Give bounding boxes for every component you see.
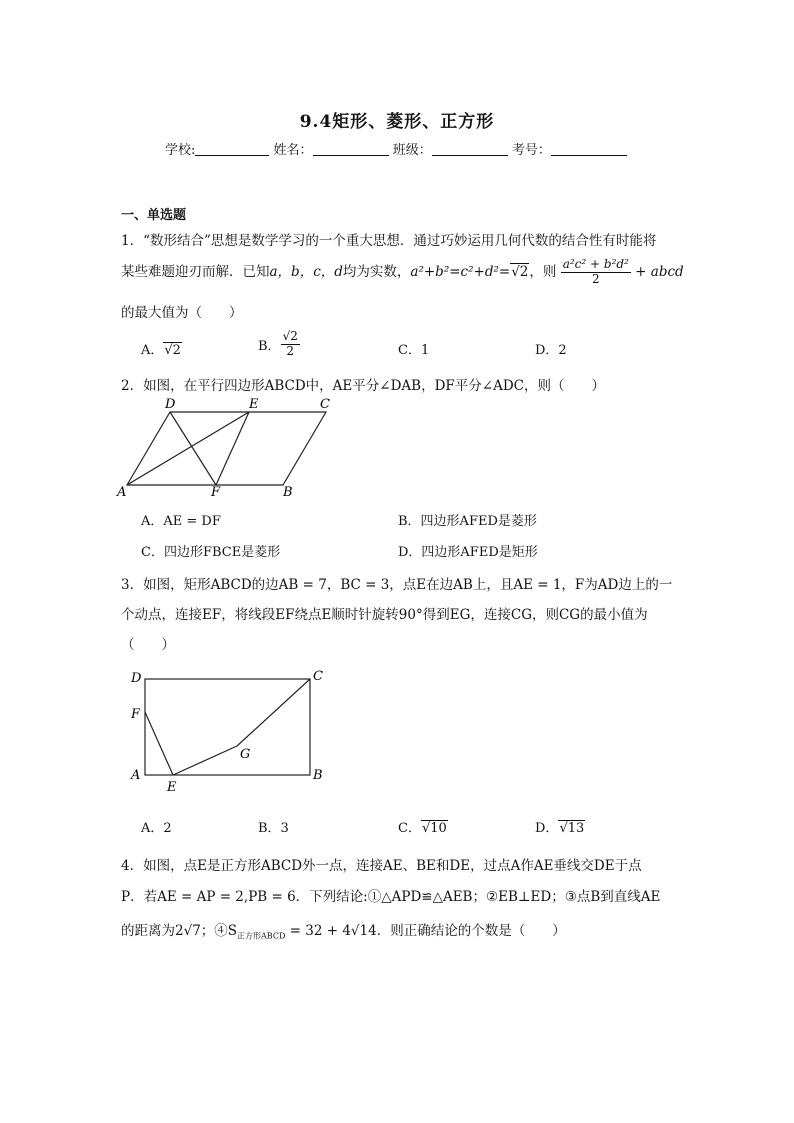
q3-option-b[interactable]: B．3 [258, 821, 289, 836]
q3-label-a: A [131, 768, 141, 783]
q1-option-a-value: √2 [164, 343, 181, 358]
q1-option-b-den: 2 [286, 343, 295, 358]
q3-label-c: C [313, 669, 323, 684]
q4-line3 [121, 919, 566, 942]
q1-line3: 的最大值为（ ） [121, 305, 243, 321]
q1-condition: a²+b²=c²+d²= [410, 263, 511, 280]
q2-label-c: C [320, 397, 330, 412]
q1-option-b-label: B． [258, 338, 281, 354]
class-blank[interactable] [432, 142, 508, 156]
q1-line2 [121, 258, 684, 287]
q1-text: 某些难题迎刃而解．已知 [121, 263, 270, 280]
q3-label-f: F [131, 707, 141, 722]
q2-option-b[interactable]: B．四边形AFED是菱形 [398, 514, 537, 529]
name-label: 姓名： [273, 143, 313, 158]
q4-line3-pre: 的距离为 [121, 923, 175, 939]
q2-label-e: E [249, 397, 259, 412]
q3-option-c-label: C． [398, 821, 421, 836]
q1-option-b-frac [281, 330, 300, 359]
q3-option-c-value: √10 [421, 821, 447, 836]
q1-then: ，则 [529, 263, 557, 280]
q2-segment-fe [216, 412, 249, 485]
q2-segment-df [170, 412, 216, 485]
school-blank[interactable] [195, 142, 269, 156]
school-label: 学校: [165, 143, 196, 158]
q3-option-d-value: √13 [559, 821, 585, 836]
q4-line3-mid: ；④S [200, 923, 238, 939]
q3-line1: 3．如图，矩形ABCD的边AB = 7，BC = 3，点E在边AB上，且AE = 1，F为AD边上的一 [121, 577, 673, 593]
q1-option-c[interactable]: C．1 [398, 343, 430, 358]
q2-option-c[interactable]: C．四边形FBCE是菱形 [141, 545, 281, 560]
q2-label-f: F [211, 485, 221, 500]
name-blank[interactable] [313, 142, 389, 156]
student-info-line [165, 139, 627, 158]
q4-area-value: = 32 + 4√14 [285, 923, 377, 939]
q3-segment-fe [145, 712, 173, 775]
q4-line2: P．若AE = AP = 2,PB = 6．下列结论:①△APD≌△AEB；②EB⊥ED；③点B到直线AE [121, 889, 661, 905]
q1-option-d[interactable]: D．2 [535, 343, 567, 358]
q1-option-b[interactable] [258, 330, 300, 359]
q2-parallelogram-figure [115, 395, 340, 500]
page-title: 9.4矩形、菱形、正方形 [299, 112, 495, 132]
q4-line3-post: ．则正确结论的个数是（ ） [376, 923, 566, 939]
q3-option-d[interactable] [535, 817, 585, 836]
q1-fraction [561, 258, 631, 287]
q3-line3: （ ） [121, 637, 175, 653]
q1-option-b-num: √2 [282, 329, 298, 343]
q3-option-d-label: D． [535, 821, 559, 836]
q2-segment-ae [127, 412, 249, 485]
q1-plus-abcd: + abcd [635, 263, 684, 280]
q2-stem: 2．如图，在平行四边形ABCD中，AE平分∠DAB，DF平分∠ADC，则（ ） [121, 378, 605, 394]
q4-line1: 4．如图，点E是正方形ABCD外一点，连接AE、BE和DE，过点A作AE垂线交DE于点 [121, 858, 642, 874]
q3-segment-eg [173, 746, 237, 775]
q1-text-mid: 均为实数， [342, 263, 411, 280]
q4-area-subscript: 正方形ABCD [237, 931, 286, 941]
class-label: 班级： [392, 143, 432, 158]
q4-distance-value: 2√7 [175, 923, 201, 939]
q3-label-e: E [167, 780, 177, 795]
q1-frac-num: a²c² + b²d² [562, 257, 629, 271]
q2-option-d[interactable]: D．四边形AFED是矩形 [398, 545, 538, 560]
q1-sqrt2: √2 [511, 263, 529, 280]
q1-frac-den: 2 [591, 271, 600, 286]
q3-label-b: B [313, 768, 323, 783]
q1-option-a[interactable] [141, 339, 182, 358]
q3-option-a[interactable]: A．2 [141, 821, 172, 836]
exam-no-blank[interactable] [551, 142, 627, 156]
q2-label-d: D [165, 397, 176, 412]
q3-segment-gc [237, 679, 310, 746]
q3-line2: 个动点，连接EF，将线段EF绕点E顺时针旋转90°得到EG，连接CG，则CG的最小值为 [121, 607, 648, 623]
q3-rectangle-figure [125, 662, 340, 797]
q2-parallelogram-abcd [127, 412, 326, 485]
q3-option-c[interactable] [398, 817, 448, 836]
q3-label-d: D [131, 671, 142, 686]
exam-no-label: 考号： [511, 143, 551, 158]
q3-label-g: G [240, 747, 251, 762]
q2-label-a: A [117, 485, 127, 500]
q1-line1: 1．“数形结合”思想是数学学习的一个重大思想．通过巧妙运用几何代数的结合性有时能将 [121, 233, 657, 249]
q2-option-a[interactable]: A．AE = DF [141, 514, 221, 529]
q3-rectangle-abcd [145, 679, 310, 775]
q2-label-b: B [283, 485, 293, 500]
q1-option-a-label: A． [141, 343, 164, 358]
section-heading: 一、单选题 [121, 208, 187, 223]
q1-vars: a，b，c，d [269, 263, 343, 280]
